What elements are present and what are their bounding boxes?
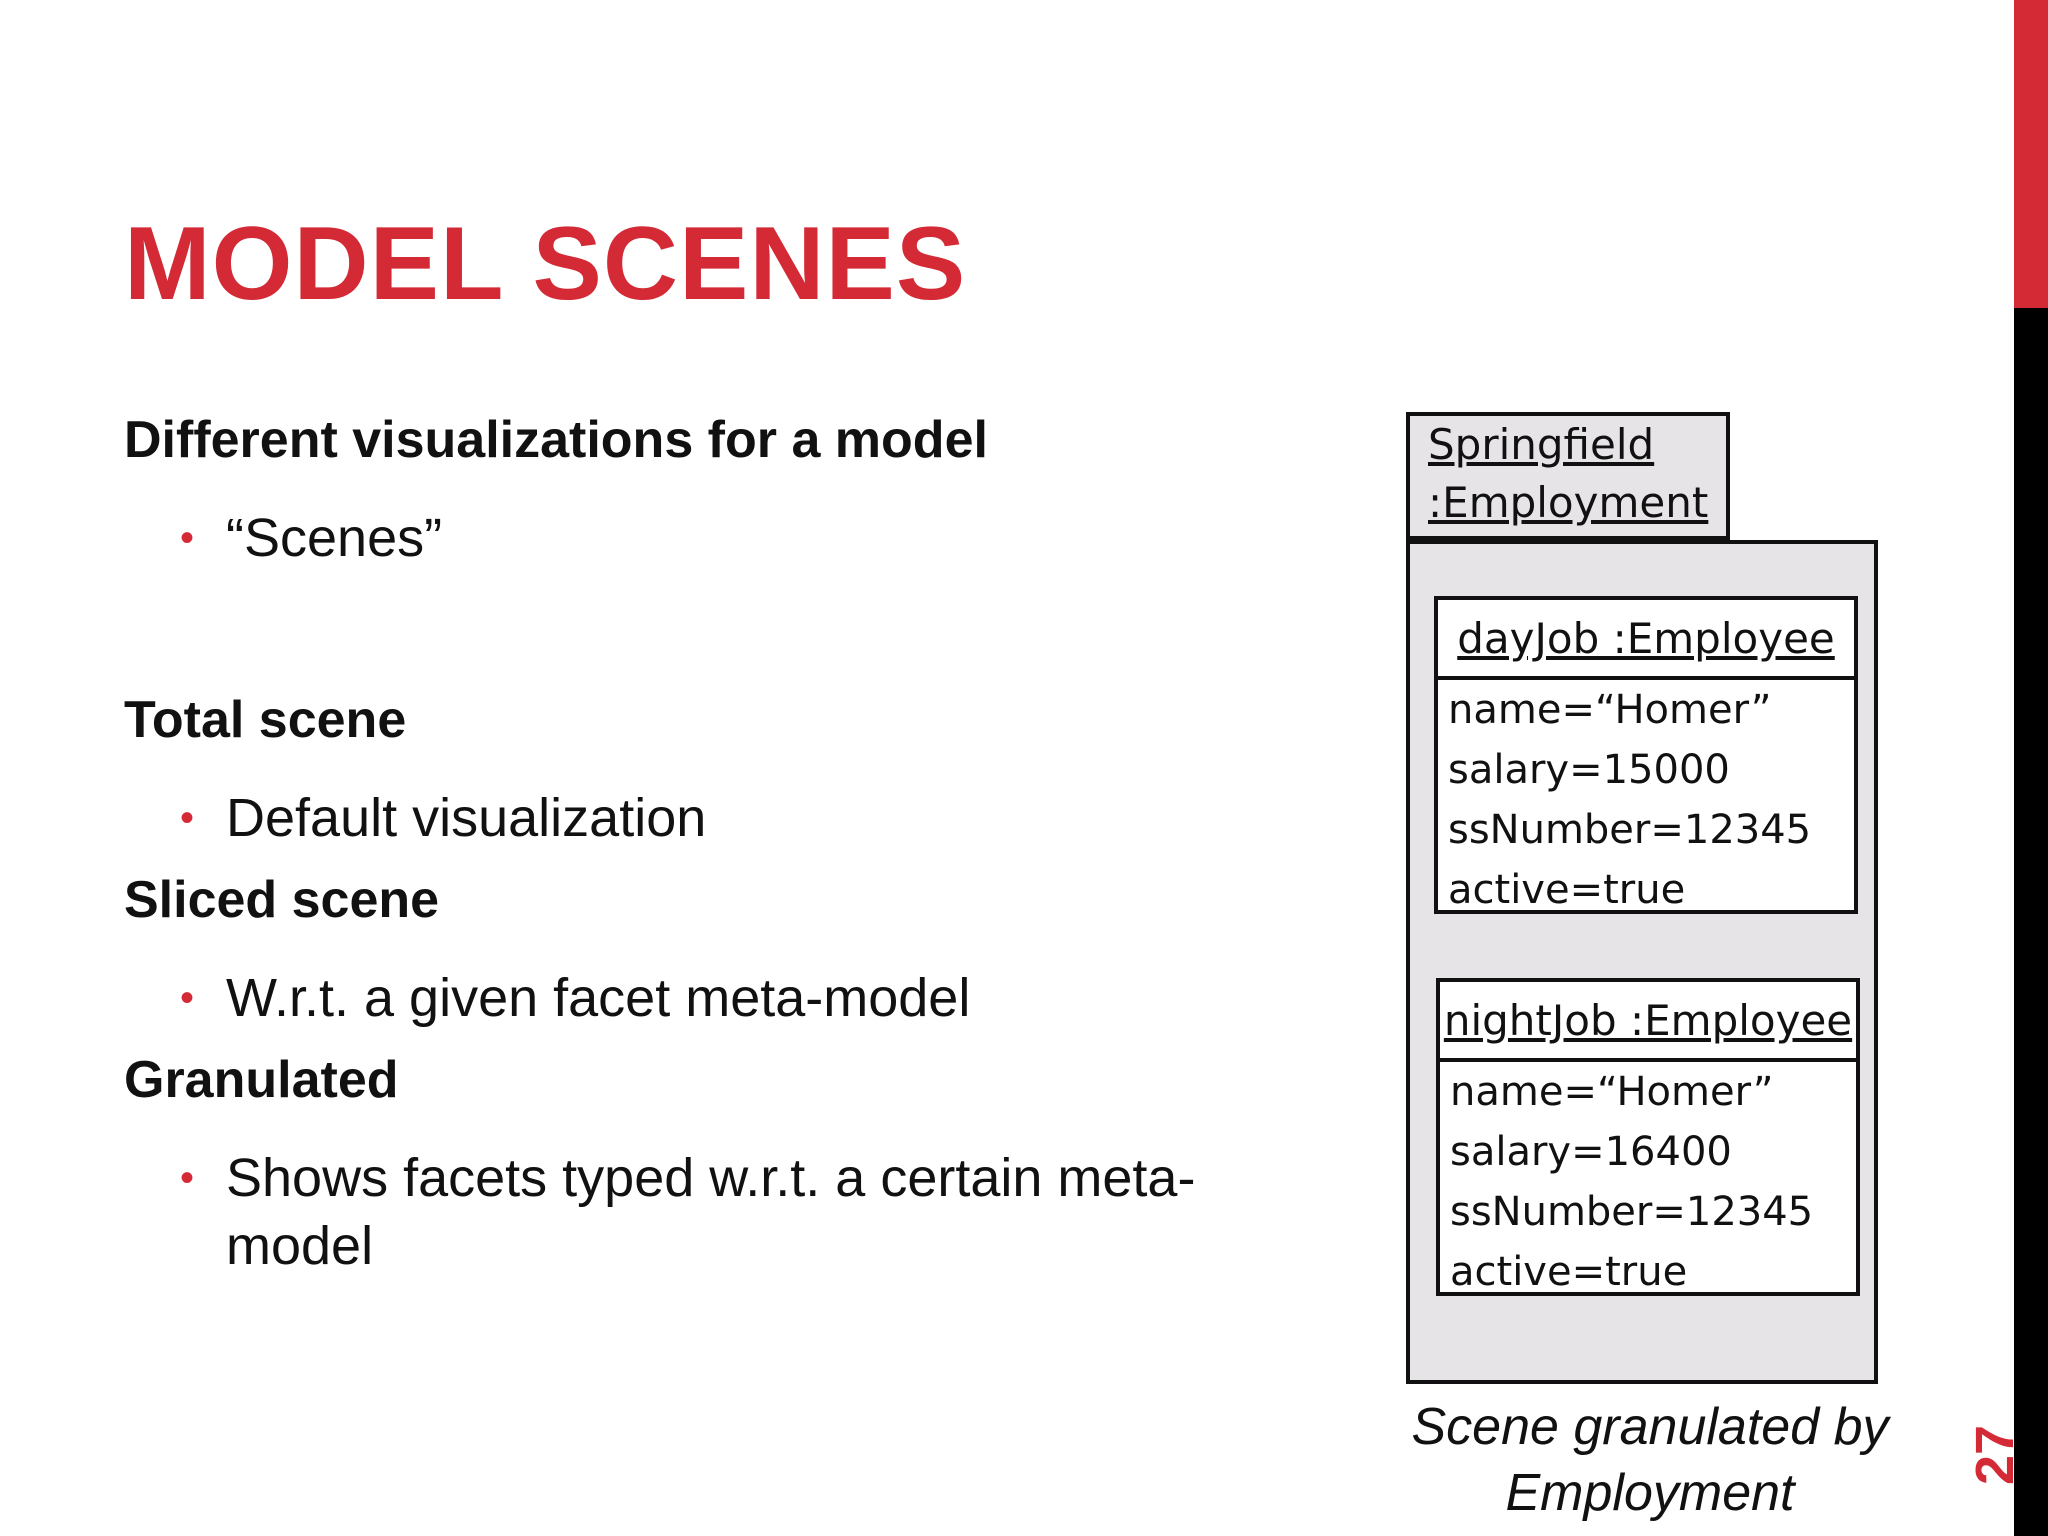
bullet-dot-icon: • bbox=[180, 796, 195, 840]
object-attribute: name=“Homer” bbox=[1450, 1069, 1774, 1115]
object-attribute: name=“Homer” bbox=[1448, 687, 1772, 733]
object-attribute: ssNumber=12345 bbox=[1448, 807, 1812, 853]
bullet-dot-icon: • bbox=[180, 516, 195, 560]
page-number: 27 bbox=[1965, 1424, 2025, 1486]
bullet-text: model bbox=[226, 1216, 374, 1276]
bullet-dot-icon: • bbox=[180, 976, 195, 1020]
bullet-text: Default visualization bbox=[226, 788, 707, 848]
section-heading-granulated: Granulated bbox=[124, 1051, 399, 1109]
bullet-text: Shows facets typed w.r.t. a certain meta- bbox=[226, 1148, 1196, 1208]
diagram-caption bbox=[1370, 1394, 1930, 1526]
object-attribute: active=true bbox=[1450, 1249, 1688, 1295]
sidebar-accent-black bbox=[2014, 308, 2048, 1536]
object-attribute: active=true bbox=[1448, 867, 1686, 913]
caption-line1: Scene granulated by bbox=[1411, 1398, 1889, 1456]
caption-line2: Employment bbox=[1505, 1464, 1795, 1522]
object-header: dayJob :Employee bbox=[1438, 600, 1854, 680]
sidebar-accent-red bbox=[2014, 0, 2048, 308]
object-dayjob bbox=[1434, 596, 1858, 914]
bullet-text: “Scenes” bbox=[226, 508, 443, 568]
object-header: nightJob :Employee bbox=[1440, 982, 1856, 1062]
object-attribute: salary=15000 bbox=[1448, 747, 1730, 793]
package-name-line2: :Employment bbox=[1428, 478, 1709, 527]
section-heading-visualizations: Different visualizations for a model bbox=[124, 411, 988, 469]
object-nightjob bbox=[1436, 978, 1860, 1296]
object-attribute: salary=16400 bbox=[1450, 1129, 1732, 1175]
bullet-text: W.r.t. a given facet meta-model bbox=[226, 968, 971, 1028]
section-heading-total-scene: Total scene bbox=[124, 691, 407, 749]
object-attribute: ssNumber=12345 bbox=[1450, 1189, 1814, 1235]
package-body bbox=[1406, 540, 1878, 1384]
package-name-line1: Springfield bbox=[1428, 420, 1655, 469]
bullet-dot-icon: • bbox=[180, 1156, 195, 1200]
section-heading-sliced-scene: Sliced scene bbox=[124, 871, 440, 929]
slide-title: MODEL SCENES bbox=[124, 206, 967, 322]
package-tab bbox=[1406, 412, 1730, 540]
